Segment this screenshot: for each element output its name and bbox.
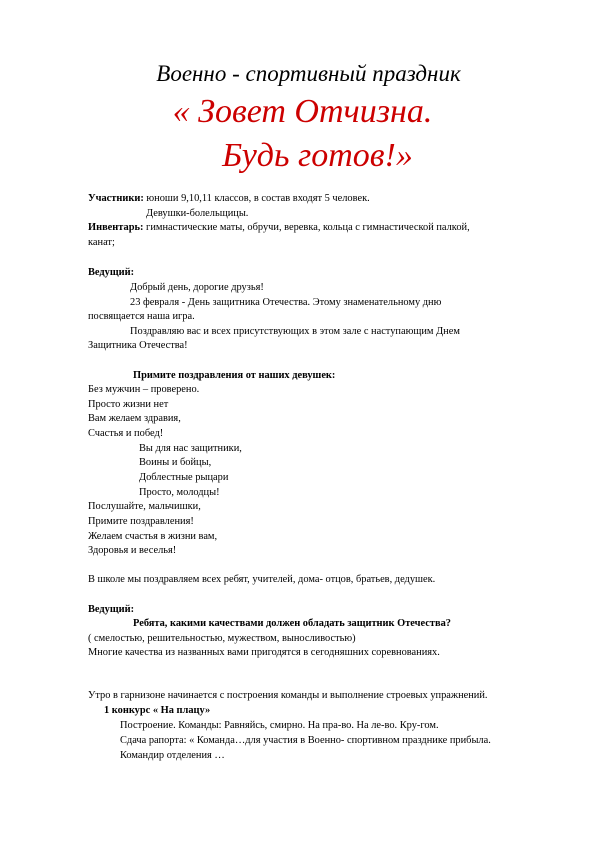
host-question: Ребята, какими качествами должен обладать защитник Отечества?	[133, 618, 451, 629]
event-type-heading: Военно - спортивный праздник	[156, 61, 461, 86]
poem-line: Послушайте, мальчишки,	[88, 501, 201, 512]
host-greeting: Добрый день, дорогие друзья!	[130, 282, 264, 293]
participants-line	[88, 192, 370, 205]
poem-line: Просто жизни нет	[88, 399, 169, 410]
poem-line: Доблестные рыцари	[139, 472, 229, 483]
poem-line: Желаем счастья в жизни вам,	[88, 531, 218, 542]
poem-line: Счастья и побед!	[88, 428, 164, 439]
host-text-line: посвящается наша игра.	[88, 311, 195, 322]
event-title-line-2: Будь готов!»	[222, 137, 413, 174]
host-label: Ведущий:	[88, 604, 135, 615]
girls-line: Девушки-болельщицы.	[146, 208, 249, 219]
host-label: Ведущий:	[88, 267, 135, 278]
contest-title: 1 конкурс « На плацу»	[104, 705, 211, 716]
host-note: Многие качества из названных вами пригодятся в сегодняшних соревнованиях.	[88, 647, 440, 658]
participants-text: юноши 9,10,11 классов, в состав входят 5 человек.	[143, 193, 370, 204]
poem-line: Воины и бойцы,	[139, 457, 212, 468]
congrats-paragraph: В школе мы поздравляем всех ребят, учителей, дома- отцов, братьев, дедушек.	[88, 574, 436, 585]
host-text-line: Защитника Отечества!	[88, 340, 188, 351]
poem-line: Вы для нас защитники,	[139, 443, 242, 454]
poem-line: Примите поздравления!	[88, 516, 194, 527]
contest-line: Сдача рапорта: « Команда…для участия в Военно- спортивном празднике прибыла.	[120, 735, 491, 746]
host-text-line: Поздравляю вас и всех присутствующих в этом зале с наступающим Днем	[130, 326, 460, 337]
contest-line: Построение. Команды: Равняйсь, смирно. На пра-во. На ле-во. Кру-гом.	[120, 720, 439, 731]
event-title-line-1: « Зовет Отчизна.	[172, 93, 433, 130]
host-text-line: 23 февраля - День защитника Отечества. Этому знаменательному дню	[130, 297, 442, 308]
inventory-line-2: канат;	[88, 237, 115, 248]
poem-line: Здоровья и веселья!	[88, 545, 177, 556]
poem-line: Без мужчин – проверено.	[88, 384, 200, 395]
morning-paragraph: Утро в гарнизоне начинается с построения команды и выполнение строевых упражнений.	[88, 690, 488, 701]
poem-line: Просто, молодцы!	[139, 487, 220, 498]
poem-heading: Примите поздравления от наших девушек:	[133, 370, 336, 381]
host-answer: ( смелостью, решительностью, мужеством, выносливостью)	[88, 633, 356, 644]
contest-line: Командир отделения …	[120, 750, 225, 761]
inventory-label: Инвентарь:	[88, 222, 144, 233]
poem-line: Вам желаем здравия,	[88, 413, 181, 424]
inventory-text: гимнастические маты, обручи, веревка, кольца с гимнастической палкой,	[143, 222, 470, 233]
inventory-line	[88, 221, 470, 234]
participants-label: Участники:	[88, 193, 144, 204]
